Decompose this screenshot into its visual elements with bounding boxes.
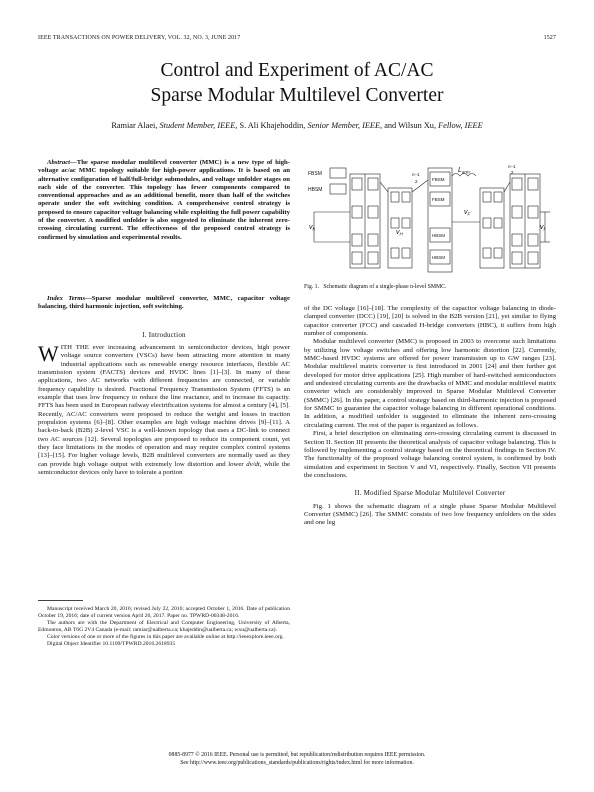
fbsm-legend-label: FBSM: [308, 171, 322, 177]
hbsm-legend-box: [330, 184, 346, 194]
intro-text: ITH THE ever increasing advancement in semiconductor devices, high power voltage source converters (VSCs) have been attracting more attention in many industrial applications such as renewable energy resource interfaces, flexible AC transmission system (FACTS) devices and HVDC lines [1]–[3]. In many of these applications, two AC networks with different frequencies are connected, or variable frequency capability is desired. Fractional Frequency Transmission System (FFTS) is an example that uses low frequency to reduce the line reactance, and to increase its capacity. FFTS has been used in European railway electrification systems for almost a century [4], [5]. Recently, AC/AC converters were proposed to reduce the weight and losses in traction propulsion systems [6]–[8]. Other examples are high voltage machine drives [9]–[11]. A back-to-back (B2B) 2-level VSC is a well-known topology that uses a DC-link to connect two AC sources [12]. Several topologies are proposed to reduce its component count, yet they face limitations in the modes of operation and may require complex control systems [13]–[15]. For higher voltage levels, B2B multilevel converters are normally used as they can provide high voltage output with extremely low distortion and lower: [38, 344, 290, 468]
hbsm-label-a: HBSM: [432, 233, 446, 238]
title-line-2: Sparse Modular Multilevel Converter: [150, 85, 444, 106]
figure-1-caption-label: Fig. 1.: [304, 284, 319, 290]
abstract: [38, 159, 290, 242]
copyright-line-2: See http://www.ieee.org/publications_standards/publications/rights/index.html for more information.: [180, 759, 414, 766]
author-list: [0, 121, 594, 130]
abstract-label: Abstract—: [47, 159, 77, 166]
smmc-schematic: [304, 162, 556, 280]
fbsm-label-a: FBSM: [432, 177, 445, 182]
figure-1: [304, 162, 556, 280]
n-minus-1-left: n−1: [412, 172, 420, 177]
fbsm-label-b: FBSM: [432, 197, 445, 202]
footnote-doi: Digital Object Identifier 10.1109/TPWRD.2016.2618935: [47, 641, 176, 647]
fbsm-legend-box: [330, 168, 346, 178]
right-paragraph-3: First, a brief description on eliminating zero-crossing circulating current is discussed in Section II. Section III presents the theoretical analysis of capacitor voltage balancing. This is followed by implementing a control strategy based on the theoretical findings in Section IV. The functionality of the proposed voltage balancing control system, is confirmed by both simulation and experiment in Section V and VI, respectively. Finally, Section VII presents the conclusions.: [304, 430, 556, 479]
intro-text-tail: , while the semiconductor devices only have to tolerate a portion: [38, 460, 291, 477]
intro-paragraph: [38, 341, 291, 478]
dvdt-symbol: dv/dt: [246, 460, 260, 468]
running-header-journal: IEEE TRANSACTIONS ON POWER DELIVERY, VOL. 32, NO. 3, JUNE 2017: [38, 35, 241, 41]
index-terms-text: Sparse modular multilevel converter, MMC, capacitor voltage balancing, third harmonic injection, soft switching.: [38, 295, 290, 311]
author-2-name: S. Ali Khajehoddin,: [239, 121, 306, 130]
footnote-rule: [38, 600, 83, 601]
vf-label: $v_f$: [540, 224, 545, 232]
n-minus-1-right: n−1: [508, 164, 516, 169]
right-paragraph-4: Fig. 1 shows the schematic diagram of a single phase Sparse Modular Multilevel Converter (SMMC) [26]. The SMMC consists of two low frequency unfolders on the sides and one leg: [304, 502, 556, 527]
two-right: 2: [511, 170, 514, 175]
right-paragraph-1: of the DC voltage [16]–[18]. The complexity of the capacitor voltage balancing in diode-clamped converter (DCC) [19], [20] is solved in the B2B version [21], yet similar to flying capacitor converter (FCC) and cascaded H-bridge converters (HBC), it suffers from high number of components.: [304, 305, 556, 338]
figure-1-caption: [304, 284, 556, 290]
author-3-role: Fellow, IEEE: [438, 121, 483, 130]
vh-label: $v_h$: [309, 224, 316, 232]
author-1-name: Ramiar Alaei,: [111, 121, 158, 130]
section-1-body: [38, 341, 291, 478]
index-terms-label: Index Terms—: [47, 295, 92, 302]
drop-cap: W: [38, 341, 59, 366]
hbsm-label-b: HBSM: [432, 255, 446, 260]
larm-label: $L_{arm}$: [458, 167, 470, 175]
abstract-text: The sparse modular multilevel converter (MMC) is a new type of high-voltage ac/ac MMC topology suitable for high-power applications. It is based on an alternative configuration of half/full-bridge submodules, and voltage unfolder stages on each side of the converter. This topology has fewer components compared to conventional approaches and as an additional benefit, more than half of the switches operate under the soft switching condition. A comprehensive control strategy is proposed to ensure capacitor voltage balancing while exploiting the full power capability of the converter. A modified unfolder is also suggested to eliminate the inherent zero-crossing circulating current. The effectiveness of the proposed control strategy is confirmed by simulation and experimental results.: [38, 159, 290, 241]
author-1-role: Student Member, IEEE,: [159, 121, 238, 130]
right-column-body: [304, 305, 556, 528]
footnote-manuscript: Manuscript received March 20, 2016; revised July 22, 2016; accepted October 1, 2016. Date of publication October 19, 2016; date of current version April 26, 2017. Paper no. TPWRD-00348-2016.: [38, 606, 290, 619]
page-number: 1527: [543, 35, 556, 41]
paper-title: [0, 58, 594, 108]
right-paragraph-2: Modular multilevel converter (MMC) is proposed in 2003 to overcome such limitations by utilizing low voltage switches and offering low harmonic distortion [22]. Currently, MMC-based HVDC systems are offered for power transmission up to GW ranges [23]. Modular multilevel matrix converter is first introduced in 2001 [24] and then further got developed for motor drive applications [25]. High number of hard-switched semiconductors and undesired circulating currents are the drawbacks of MMC and modular multilevel matrix converter which are considerably improved in Sparse Modular Multilevel Converter (SMMC) [26]. In this paper, a control strategy based on third-harmonic injection is proposed for SMMC to guarantee the capacitor voltage balancing in different operational conditions. In addition, a modified unfolder is suggested to eliminate the inherent zero-crossing circulating current. The rest of the paper is organized as follows.: [304, 338, 556, 429]
figure-1-caption-text: Schematic diagram of a single-phase n-level SMMC.: [323, 284, 447, 290]
author-3-name: and Wilsun Xu,: [384, 121, 437, 130]
two-left: 2: [415, 179, 418, 184]
author-2-role: Senior Member, IEEE,: [307, 121, 383, 130]
footnotes: [38, 606, 290, 648]
footnote-color: Color versions of one or more of the figures in this paper are available online at http://ieeexplore.ieee.org.: [47, 634, 284, 640]
footnote-affiliation: The authors are with the Department of Electrical and Computer Engineering, University of Alberta, Edmonton, AB T6G 2V4 Canada (e-mail: ramiar@ualberta.ca; khajeddin@ualberta.ca; wxu@ualberta.ca).: [38, 620, 290, 633]
title-line-1: Control and Experiment of AC/AC: [160, 60, 434, 81]
section-2-heading: II. Modified Sparse Modular Multilevel Converter: [354, 489, 506, 498]
section-1-heading: I. Introduction: [142, 331, 186, 339]
copyright-footer: [0, 752, 594, 767]
vF-label: $v_F$: [464, 209, 471, 217]
vH-label: $v_H$: [396, 229, 403, 237]
hbsm-legend-label: HBSM: [308, 187, 323, 193]
index-terms: [38, 295, 290, 312]
copyright-line-1: 0885-8977 © 2016 IEEE. Personal use is permitted, but republication/redistribution requires IEEE permission.: [168, 752, 426, 758]
